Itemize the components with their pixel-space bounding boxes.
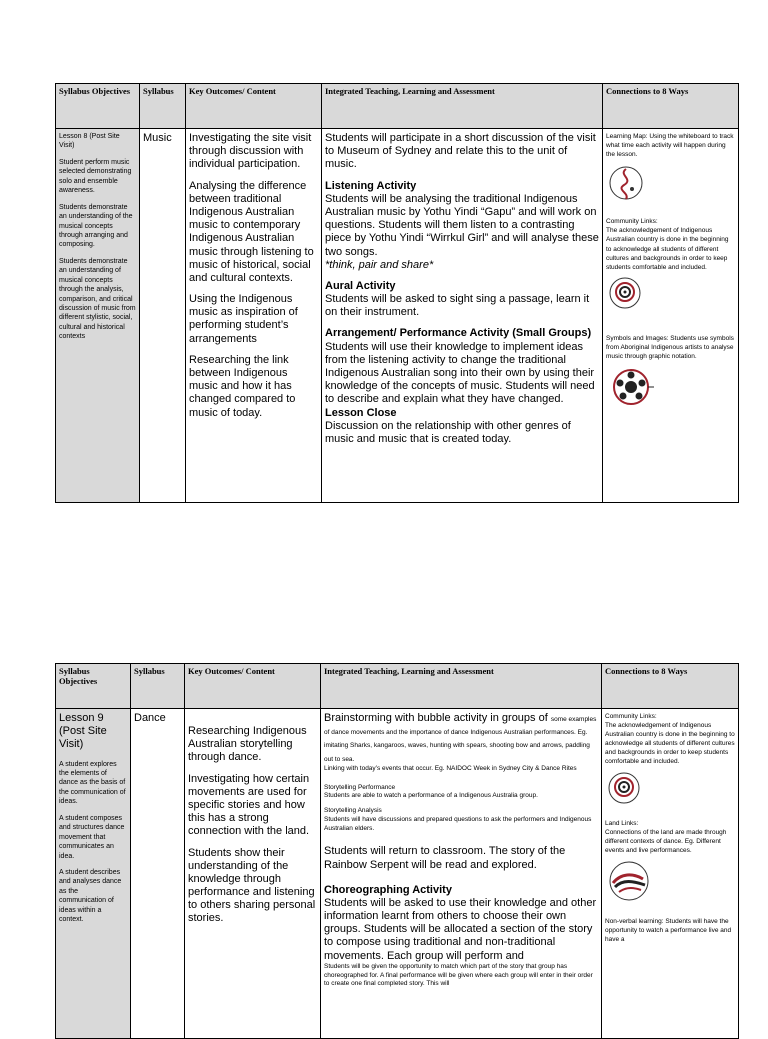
arrangement-text: Students will use their knowledge to implement ideas from the listening activity to change the traditional Indigenous Australian song into their own by using their knowledge of the concepts of music. Students will need to describe and explain what they have changed. xyxy=(325,340,595,406)
header-syllabus: Syllabus xyxy=(140,84,186,129)
aural-text: Students will be asked to sight sing a passage, learn it on their instrument. xyxy=(325,293,590,319)
listening-text: Students will be analysing the traditional Indigenous Australian music by Yothu Yindi “Gapu” and will work on questions. Students will them listen to a contrasting piece by Yothu Yindi “Wirrkul Girl” and will analyse these two songs. xyxy=(325,192,599,258)
lesson-9-table xyxy=(55,663,739,1039)
lesson-9-outcomes xyxy=(185,709,321,1039)
objective: Students demonstrate an understanding of musical concepts through the analysis, comparison, and critical discussion of music from different stylistic, social, cultural and historical contexts xyxy=(59,257,136,341)
connection-community-links: The acknowledgement of Indigenous Australian country is done in the beginning to acknowledge all students of different cultures and backgrounds in order to keep students comfortable and included. xyxy=(605,722,735,766)
objective: A student describes and analyses dance as the communication of ideas within a context. xyxy=(59,868,122,924)
objective: A student explores the elements of dance as the basis of the communication of ideas. xyxy=(59,760,126,806)
connection-community-links: The acknowledgement of Indigenous Australian country is done in the beginning to acknowledge all students of different cultures and backgrounds in order to keep students comfortable and included. xyxy=(606,227,729,271)
aural-heading: Aural Activity xyxy=(325,279,396,292)
analysis-heading: Storytelling Analysis xyxy=(324,807,382,815)
outcome: Investigating the site visit through discussion with individual participation. xyxy=(189,132,312,171)
community-links-icon xyxy=(608,276,642,310)
header-integrated: Integrated Teaching, Learning and Assessment xyxy=(322,84,603,129)
lesson-9-row xyxy=(56,709,739,1039)
land-links-title: Land Links: xyxy=(605,819,639,827)
lesson-8-outcomes xyxy=(186,129,322,503)
analysis-text: Students will have discussions and prepared questions to ask the performers and Indigenous Australian elders. xyxy=(324,815,592,832)
lesson-8-objectives xyxy=(56,129,140,503)
outcome: Researching Indigenous Australian storytelling through dance. xyxy=(188,725,307,764)
outcome: Researching the link between Indigenous music and how it has changed compared to music of today. xyxy=(189,353,296,419)
connection-land-links: Connections of the land are made through different contexts of dance. Eg. Different events and live performances. xyxy=(605,828,727,854)
connection-non-verbal: Non-verbal learning: Students will have the opportunity to watch a performance live and have a xyxy=(605,917,732,944)
lesson-8-table xyxy=(55,83,739,503)
table-header-row xyxy=(56,84,739,129)
lesson-title: Lesson 9 (Post Site Visit) xyxy=(59,712,107,751)
lesson-8-row xyxy=(56,129,739,503)
objective: Student perform music selected demonstrating solo and ensemble awareness. xyxy=(59,158,132,195)
lesson-9-syllabus: Dance xyxy=(131,709,185,1039)
outcome: Students show their understanding of the knowledge through performance and listening to others sharing personal stories. xyxy=(188,846,316,925)
community-links-title: Community Links: xyxy=(606,218,658,226)
lesson-8-connections xyxy=(603,129,739,503)
close-text: Discussion on the relationship with other genres of music and music that is created today. xyxy=(325,419,571,445)
learning-map-icon xyxy=(608,163,644,203)
community-links-icon xyxy=(607,771,641,805)
land-links-icon xyxy=(607,859,651,903)
intro-text: Students will participate in a short discussion of the visit to Museum of Sydney and relate this to the unit of music. xyxy=(325,132,596,171)
listening-note: *think, pair and share* xyxy=(325,258,434,271)
close-heading: Lesson Close xyxy=(325,406,397,419)
outcome: Analysing the difference between traditional Indigenous Australian music to contemporary Indigenous Australian music through listening to music of historical, social and cultural contexts. xyxy=(189,179,314,284)
header-outcomes: Key Outcomes/ Content xyxy=(186,84,322,129)
outcome: Investigating how certain movements are used for specific stories and how this has a strong connection with the land. xyxy=(188,772,310,838)
brainstorm-detail: some examples of dance movements and the importance of dance Indigenous Australian performances. Eg. imitating Sharks, kangaroos, waves, hunting with spears, shooting bow and arrows, paddling out to sea. xyxy=(324,716,597,763)
header-connections: Connections to 8 Ways xyxy=(603,84,739,129)
connection-symbols-images: Symbols and Images: Students use symbols from Aboriginal Indigenous artists to analyse music through graphic notation. xyxy=(606,334,734,361)
lesson-9-objectives xyxy=(56,709,131,1039)
lesson-8-syllabus: Music xyxy=(140,129,186,503)
serpent-text: Students will return to classroom. The story of the Rainbow Serpent will be read and explored. xyxy=(324,845,566,871)
lesson-title: Lesson 8 (Post Site Visit) xyxy=(59,133,120,150)
header-outcomes: Key Outcomes/ Content xyxy=(185,664,321,709)
choreographing-detail: Students will be given the opportunity to match which part of the story that group has choreographed for. A final performance will be given where each group will enter in their order to create one final completed story. This will xyxy=(324,962,593,988)
brainstorm-lead: Brainstorming with bubble activity in groups of xyxy=(324,712,548,724)
performance-heading: Storytelling Performance xyxy=(324,783,396,791)
objective: Students demonstrate an understanding of the musical concepts through arranging and composing. xyxy=(59,203,133,249)
header-integrated: Integrated Teaching, Learning and Assessment xyxy=(321,664,602,709)
outcome: Using the Indigenous music as inspiration of performing student’s arrangements xyxy=(189,293,298,345)
objective: A student composes and structures dance movement that communicates an idea. xyxy=(59,814,125,860)
lesson-9-integrated xyxy=(321,709,602,1039)
linking-text: Linking with today’s events that occur. Eg. NAIDOC Week in Sydney City & Dance Rites xyxy=(324,764,577,772)
arrangement-heading: Arrangement/ Performance Activity (Small Groups) xyxy=(325,327,592,340)
header-objectives: Syllabus Objectives xyxy=(56,84,140,129)
choreographing-heading: Choreographing Activity xyxy=(324,883,452,896)
header-connections: Connections to 8 Ways xyxy=(602,664,739,709)
performance-text: Students are able to watch a performance of a Indigenous Australia group. xyxy=(324,792,538,800)
brainstorm-text xyxy=(324,712,598,765)
community-links-title: Community Links: xyxy=(605,713,657,720)
lesson-9-connections xyxy=(602,709,739,1039)
lesson-8-integrated xyxy=(322,129,603,503)
header-objectives: Syllabus Objectives xyxy=(56,664,131,709)
listening-heading: Listening Activity xyxy=(325,179,417,192)
header-syllabus: Syllabus xyxy=(131,664,185,709)
connection-learning-map: Learning Map: Using the whiteboard to track what time each activity will happen during the lesson. xyxy=(606,133,734,159)
symbols-images-icon xyxy=(608,365,654,405)
table-header-row xyxy=(56,664,739,709)
choreographing-text: Students will be asked to use their knowledge and other information learnt from others to choose their own groups. Students will be allocated a section of the story to compose using traditional and non-traditional movements. Each group will perform and xyxy=(324,896,597,962)
